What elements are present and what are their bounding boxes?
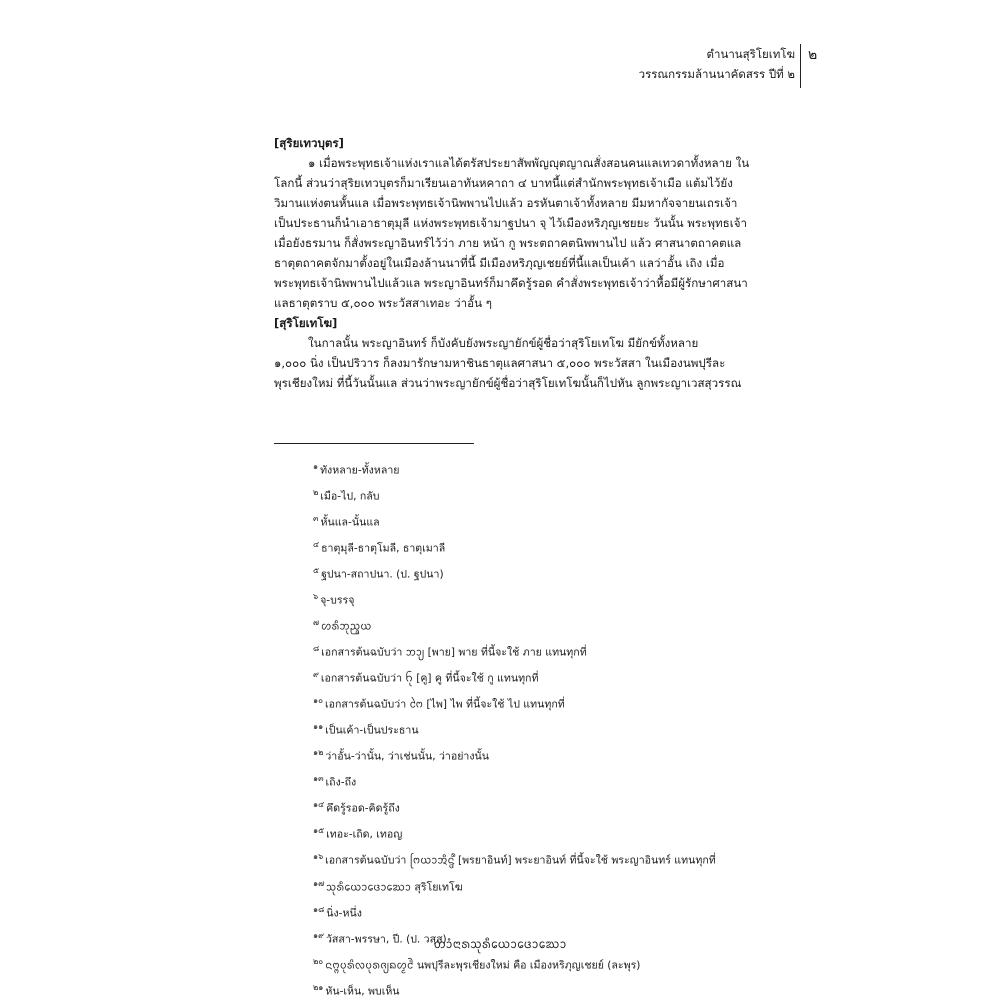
header-subtitle: วรรณกรรมล้านนาคัดสรร ปีที่ ๒ <box>638 67 795 81</box>
footnote-text: เอกสารต้นฉบับว่า ᨻᩕᨿᩣᩋᩥᨶ᩠ᨴ᩺ [พรยาอินท์] พระยาอินท์ ที่นี้จะใช้ พระญาอินทร์ แทนทุกที่ <box>325 855 716 867</box>
footnote-text: หั้นแล-นั้นแล <box>320 516 380 529</box>
footnotes <box>313 456 813 1003</box>
section-heading: [สุริโยเทโฆ] <box>274 316 338 330</box>
footnote-text: เมือ-ไป, กลับ <box>320 490 380 503</box>
footnote-text: ว่าอั้น-ว่านั้น, ว่าเช่นนั้น, ว่าอย่างนั้น <box>325 750 490 763</box>
footnote-number: ๒๑ <box>313 982 324 992</box>
footnote <box>313 742 813 768</box>
footnote <box>313 482 813 508</box>
footnote <box>313 612 813 638</box>
text-line: พุรเชียงใหม่ ที่นี้วันนั้นแล ส่วนว่าพระญายักข์ผู้ชื่อว่าสุริโยเทโฆนั้นก็ไปหัน ลูกพระญาเวสสุวรรณ <box>274 376 742 390</box>
footnote-text: เอกสารต้นฉบับว่า ᨻᩱ [ไพ] ไพ ที่นี้จะใช้ ไป แทนทุกที่ <box>324 698 565 711</box>
footnote <box>313 586 813 612</box>
footnote-text: ฐปนา-สถาปนา. (ป. ฐปนา) <box>321 568 444 581</box>
footnote-number: ๑๔ <box>313 800 325 810</box>
footnote-text: เอกสารต้นฉบับว่า ᨤᩩ [คู] คู ที่นี้จะใช้ กู แทนทุกที่ <box>320 672 539 685</box>
footnote-number: ๙ <box>313 670 319 680</box>
footnote-number: ๑๙ <box>313 930 324 940</box>
text-line: เมื่อยังธรมาน ก็สั่งพระญาอินทร์ไว้ว่า ภาย หน้า กู พระตถาคตนิพพานไป แล้ว ศาสนาตถาคตแล <box>274 236 742 250</box>
footnote <box>313 899 813 925</box>
header-divider <box>800 44 801 88</box>
footnote-number: ๓ <box>313 514 319 524</box>
footnote-text: เถิง-ถึง <box>325 776 357 789</box>
text-line: เป็นประธานก็นำเอาธาตุมุลี แห่งพระพุทธเจ้ามาฐปนา จุ ไว้เมืองหริภุญเชยยะ วันนั้น พระพุทธเจ้า <box>274 216 748 230</box>
footnote-text: เทอะ-เถิด, เทอญ <box>326 828 403 841</box>
footnote-number: ๘ <box>313 644 320 654</box>
footnote-text: เอกสารต้นฉบับว่า ᨽᩣ᩠ᨿ [พาย] พาย ที่นี้จะใช้ ภาย แทนทุกที่ <box>321 646 587 659</box>
footnote-number: ๒ <box>313 488 319 498</box>
footnote <box>313 846 813 872</box>
paragraph <box>274 333 800 393</box>
footnote <box>313 508 813 534</box>
footnote <box>313 664 813 690</box>
text-line: ในกาลนั้น พระญาอินทร์ ก็บังคับยังพระญายักข์ผู้ชื่อว่าสุริโยเทโฆ มียักข์ทั้งหลาย <box>308 336 699 350</box>
footnote-number: ๔ <box>313 540 320 550</box>
footnote-text: ᨶᨻ᩠ᨻᨷᩩᩁᩦᩃᨷᩩᩁᨩ᩠ᨿᨦᩉ᩠ᨾᩲ᩵ นพปุรีละพุรเชียงใหม่ คือ เมืองหริภุญเชยย์ (ละพุร) <box>325 959 641 972</box>
page-number: ๒ <box>808 47 818 63</box>
footnote-text: ธาตุมุลี-ธาตุโมลี, ธาตุเมาลี <box>321 542 446 555</box>
footnote-number: ๑๗ <box>313 878 325 888</box>
footnote <box>313 534 813 560</box>
footnote-number: ๑๓ <box>313 774 324 784</box>
footnote <box>313 768 813 794</box>
paragraph <box>274 153 800 313</box>
footnote <box>313 820 813 846</box>
footnote-number: ๑๑ <box>313 722 324 732</box>
footnote-text: เป็นเค้า-เป็นประธาน <box>325 724 419 737</box>
text-line: โลกนี้ ส่วนว่าสุริยเทวบุตรก็มาเรียนเอาทันหคาถา ๔ บาทนี้แต่สำนักพระพุทธเจ้าเมือ แต้มไว้ยัง <box>274 176 733 190</box>
section-heading: [สุริยเทวบุตร] <box>274 136 344 150</box>
page-footer: ᨲᩣᩴᨶᩣᩁᩈᩩᩁᩥᨿᩮᩣᨴᩮᩣᨥᩮᩣ <box>433 937 567 951</box>
footnote-number: ๒๐ <box>313 956 324 966</box>
footnote <box>313 794 813 820</box>
footnote <box>313 638 813 664</box>
footnote <box>313 716 813 742</box>
footnote-number: ๖ <box>313 592 319 602</box>
text-line: พระพุทธเจ้านิพพานไปแล้วแล พระญาอินทร์ก็มาคึดรู้รอด คำสั่งพระพุทธเจ้าว่าหื้อมีผู้รักษาศาสนา <box>274 276 748 290</box>
footnote <box>313 456 813 482</box>
footnote-text: ᩈᩩᩁᩥᨿᩮᩣᨴᩮᩣᨥᩮᩣ สุริโยเทโฆ <box>326 881 463 894</box>
footnote-number: ๑๖ <box>313 852 324 862</box>
footnote-text: หัน-เห็น, พบเห็น <box>325 985 400 998</box>
text-line: แลธาตุตราบ ๕,๐๐๐ พระวัสสาเทอะ ว่าอั้น ๆ <box>274 296 492 310</box>
footnote-number: ๑๐ <box>313 696 323 706</box>
running-header <box>639 44 795 84</box>
text-line: วิมานแห่งตนหั้นแล เมื่อพระพุทธเจ้านิพพานไปแล้ว อรหันตาเจ้าทั้งหลาย มีมหากัจจายนเถรเจ้า <box>274 196 738 210</box>
footnote-number: ๑๒ <box>313 748 324 758</box>
footnote-text: ᩉᩁᩥᨽᩩᨬ᩠ᨩᨿ <box>321 620 372 633</box>
header-title: ตำนานสุริโยเทโฆ <box>706 47 795 61</box>
footnote-text: ทังหลาย-ทั้งหลาย <box>320 464 400 477</box>
footnote-text: จุ-บรรจุ <box>320 594 355 607</box>
footnote-text: คึดรู้รอด-คิดรู้ถึง <box>326 802 400 815</box>
footnote <box>313 977 813 1003</box>
text-line: ๑,๐๐๐ นิ่ง เป็นปริวาร ก็ลงมารักษามหาชินธาตุแลศาสนา ๕,๐๐๐ พระวัสสา ในเมืองนพปุรีละ <box>274 356 726 370</box>
footnote-number: ๑๕ <box>313 826 325 836</box>
footnote-text: นิ่ง-หนึ่ง <box>326 907 362 920</box>
footnote-number: ๗ <box>313 618 320 628</box>
footnote-number: ๕ <box>313 566 320 576</box>
footnote <box>313 873 813 899</box>
text-line: ๑ เมื่อพระพุทธเจ้าแห่งเราแลได้ตรัสประยาสัพพัญญุตญาณสั่งสอนคนแลเทวดาทั้งหลาย ใน <box>308 156 750 170</box>
footnote-number: ๑๘ <box>313 904 325 914</box>
footnote <box>313 560 813 586</box>
footnote <box>313 690 813 716</box>
main-text <box>274 133 800 393</box>
footnote-text: วัสสา-พรรษา, ปี. (ป. วสฺส) <box>325 933 447 946</box>
footnote-divider <box>274 443 474 444</box>
footnote-number: ๑ <box>313 462 319 471</box>
text-line: ธาตุตถาคตจักมาตั้งอยู่ในเมืองล้านนาที่นี้ มีเมืองหริภุญเชยย์ที่นี้แลเป็นเค้า แลว่าอั้น เถิง เมื่อ <box>274 256 725 270</box>
